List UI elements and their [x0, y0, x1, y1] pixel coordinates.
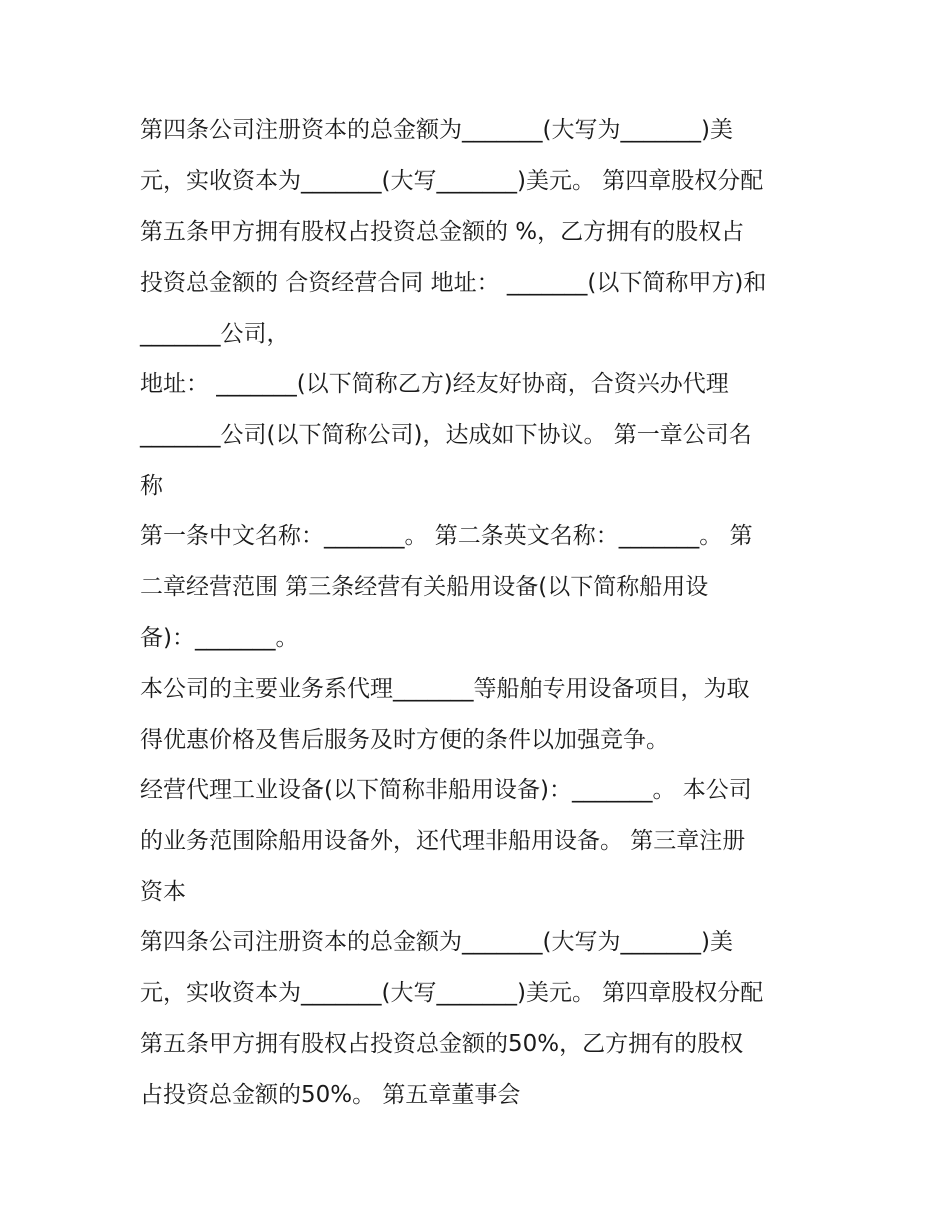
text-line-16: 资本 — [140, 879, 186, 905]
text-line-12: 本公司的主要业务系代理_______等船舶专用设备项目，为取 — [140, 676, 750, 702]
text-line-1: 第四条公司注册资本的总金额为_______(大写为_______)美 — [140, 117, 733, 143]
text-line-13: 得优惠价格及售后服务及时方便的条件以加强竞争。 — [140, 727, 669, 753]
text-line-10: 二章经营范围 第三条经营有关船用设备(以下简称船用设 — [140, 574, 709, 600]
text-line-11: 备)：_______。 — [140, 625, 299, 651]
text-line-2: 元，实收资本为_______(大写_______)美元。 第四章股权分配 — [140, 168, 764, 194]
text-line-19: 第五条甲方拥有股权占投资总金额的50%，乙方拥有的股权 — [140, 1031, 744, 1057]
text-line-8: 称 — [140, 473, 163, 499]
text-line-20: 占投资总金额的50%。 第五章董事会 — [140, 1082, 521, 1108]
text-line-4: 投资总金额的 合资经营合同 地址： _______(以下简称甲方)和 — [140, 270, 767, 296]
text-line-6: 地址： _______(以下简称乙方)经友好协商，合资兴办代理 — [140, 371, 729, 397]
text-line-5: _______公司， — [140, 321, 290, 347]
text-line-14: 经营代理工业设备(以下简称非船用设备)：_______。 本公司 — [140, 777, 752, 803]
text-line-7: _______公司(以下简称公司)，达成如下协议。 第一章公司名 — [140, 422, 752, 448]
text-line-17: 第四条公司注册资本的总金额为_______(大写为_______)美 — [140, 929, 733, 955]
text-line-18: 元，实收资本为_______(大写_______)美元。 第四章股权分配 — [140, 980, 764, 1006]
text-line-3: 第五条甲方拥有股权占投资总金额的 %，乙方拥有的股权占 — [140, 219, 745, 245]
text-line-9: 第一条中文名称：_______。 第二条英文名称：_______。 第 — [140, 523, 753, 549]
text-line-15: 的业务范围除船用设备外，还代理非船用设备。 第三章注册 — [140, 828, 746, 854]
